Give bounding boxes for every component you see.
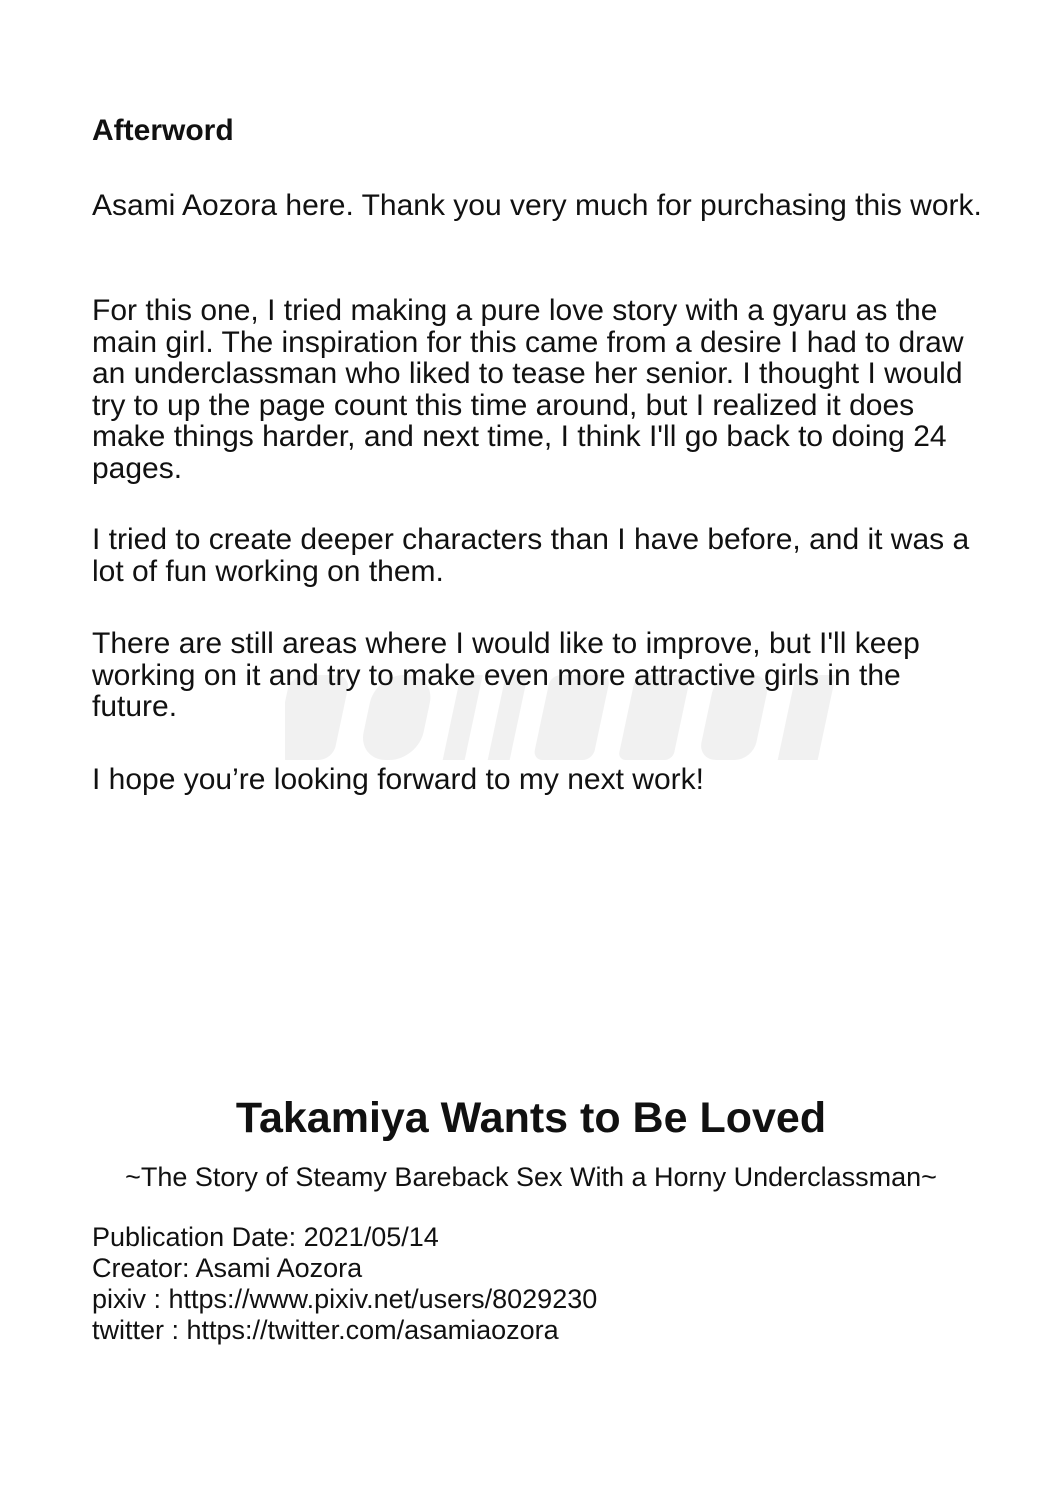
- pixiv-link: pixiv : https://www.pixiv.net/users/8029230: [92, 1284, 598, 1314]
- afterword-paragraph-3: I tried to create deeper characters than I have before, and it was a lot of fun working on them.: [92, 523, 970, 588]
- book-subtitle: ~The Story of Steamy Bareback Sex With a Horny Underclassman~: [125, 1162, 937, 1192]
- afterword-heading: Afterword: [92, 114, 234, 147]
- afterword-paragraph-2: For this one, I tried making a pure love story with a gyaru as the main girl. The inspiration for this came from a desire I had to draw an underclassman who liked to tease her senior. I thought I would try to up the page count this time around, but I realized it does make things harder, and next time, I think I'll go back to doing 24 pages.: [92, 294, 964, 485]
- publication-date: Publication Date: 2021/05/14: [92, 1222, 439, 1252]
- twitter-link: twitter : https://twitter.com/asamiaozora: [92, 1315, 559, 1345]
- book-title: Takamiya Wants to Be Loved: [235, 1094, 827, 1142]
- faint-watermark: [285, 655, 845, 775]
- afterword-paragraph-5: I hope you’re looking forward to my next work!: [92, 763, 704, 796]
- colophon: [92, 1222, 597, 1346]
- creator: Creator: Asami Aozora: [92, 1253, 363, 1283]
- afterword-paragraph-4: There are still areas where I would like to improve, but I'll keep working on it and try to make even more attractive girls in the future.: [92, 627, 920, 723]
- afterword-paragraph-1: Asami Aozora here. Thank you very much for purchasing this work.: [92, 189, 982, 222]
